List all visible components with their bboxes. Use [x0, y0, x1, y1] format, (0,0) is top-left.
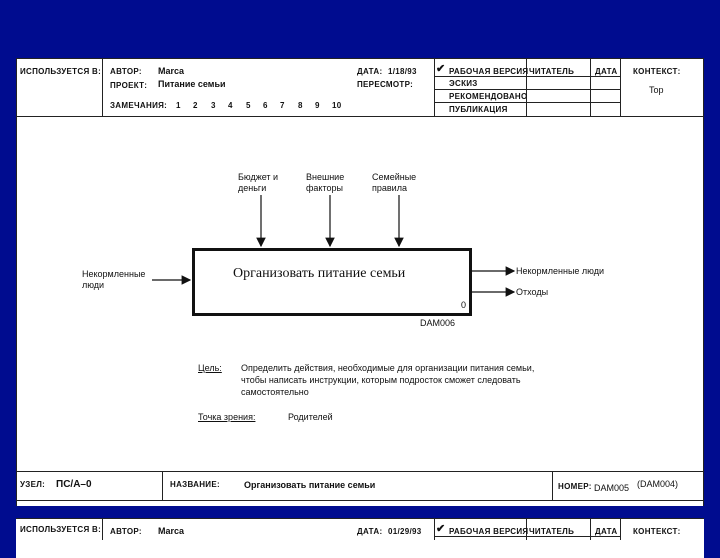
date-label: ДАТА:	[357, 67, 383, 76]
viewpoint-label: Точка зрения:	[198, 412, 256, 422]
status-publication: ПУБЛИКАЦИЯ	[449, 105, 508, 114]
number-label: НОМЕР:	[558, 482, 592, 491]
footer-divider	[552, 471, 553, 501]
notes-number: 5	[246, 101, 251, 110]
used-at-label: ИСПОЛЬЗУЕТСЯ В:	[20, 67, 102, 76]
number-alt-value: (DAM004)	[637, 479, 679, 489]
context-label: КОНТЕКСТ:	[633, 67, 681, 76]
project-value: Питание семьи	[158, 79, 226, 89]
control-label-external: Внешние факторы	[306, 172, 345, 193]
header-divider	[102, 518, 103, 540]
idef0-form-sheet-next	[16, 518, 704, 558]
notes-number: 6	[263, 101, 268, 110]
input-label-hungry-people: Некормленные люди	[82, 269, 146, 290]
status-working-version: РАБОЧАЯ ВЕРСИЯ	[449, 527, 529, 536]
output-label-fed-people: Некормленные люди	[516, 266, 604, 276]
activity-number: 0	[460, 300, 466, 310]
author-label: АВТОР:	[110, 67, 142, 76]
notes-number: 2	[193, 101, 198, 110]
reader-label: ЧИТАТЕЛЬ	[529, 527, 575, 536]
viewpoint-value: Родителей	[288, 412, 333, 422]
checkmark-icon: ✔	[436, 63, 446, 75]
activity-label: Организовать питание семьи	[233, 266, 406, 281]
context-value: Top	[649, 85, 664, 95]
date-value: 1/18/93	[388, 67, 417, 76]
diagram-arrows	[16, 58, 704, 506]
title-label: НАЗВАНИЕ:	[170, 480, 220, 489]
date-value: 01/29/93	[388, 527, 422, 536]
author-label: АВТОР:	[110, 527, 142, 536]
author-value: Marca	[158, 66, 185, 76]
context-label: КОНТЕКСТ:	[633, 527, 681, 536]
purpose-text-line: самостоятельно	[241, 387, 309, 397]
status-row-line	[434, 536, 620, 537]
status-working-version: РАБОЧАЯ ВЕРСИЯ	[449, 67, 529, 76]
checkmark-icon: ✔	[436, 523, 446, 535]
notes-number: 9	[315, 101, 320, 110]
notes-number: 1	[176, 101, 181, 110]
idef0-form-sheet	[16, 58, 704, 506]
title-value: Организовать питание семьи	[244, 480, 376, 490]
number-value: DAM005	[594, 483, 630, 493]
footer-divider	[162, 471, 163, 501]
used-at-label: ИСПОЛЬЗУЕТСЯ В:	[20, 525, 102, 534]
control-label-family-rules: Семейные правила	[372, 172, 417, 193]
reader-date-label: ДАТА	[595, 67, 618, 76]
control-label-budget: Бюджет и деньги	[238, 172, 279, 193]
footer-bottom-border	[16, 500, 704, 501]
notes-number: 8	[298, 101, 303, 110]
header-divider	[620, 518, 621, 540]
node-value: ПС/А–0	[56, 479, 92, 490]
notes-number: 10	[332, 101, 342, 110]
purpose-text-line: чтобы написать инструкции, которым подросток сможет следовать	[241, 375, 521, 385]
notes-number: 7	[280, 101, 285, 110]
purpose-text-line: Определить действия, необходимые для организации питания семьи,	[241, 363, 535, 373]
activity-reference: DAM006	[420, 318, 456, 328]
purpose-label: Цель:	[198, 363, 222, 373]
status-recommended: РЕКОМЕНДОВАНО	[449, 92, 528, 101]
notes-number: 4	[228, 101, 233, 110]
notes-label: ЗАМЕЧАНИЯ:	[110, 101, 168, 110]
header-top-border	[16, 518, 704, 519]
reader-label: ЧИТАТЕЛЬ	[529, 67, 575, 76]
reader-date-label: ДАТА	[595, 527, 618, 536]
author-value: Marca	[158, 526, 185, 536]
status-draft: ЭСКИЗ	[449, 79, 478, 88]
notes-number: 3	[211, 101, 216, 110]
output-label-waste: Отходы	[516, 287, 549, 297]
date-label: ДАТА:	[357, 527, 383, 536]
node-label: УЗЕЛ:	[20, 480, 46, 489]
project-label: ПРОЕКТ:	[110, 81, 148, 90]
footer-top-border	[16, 471, 704, 472]
review-label: ПЕРЕСМОТР:	[357, 80, 414, 89]
